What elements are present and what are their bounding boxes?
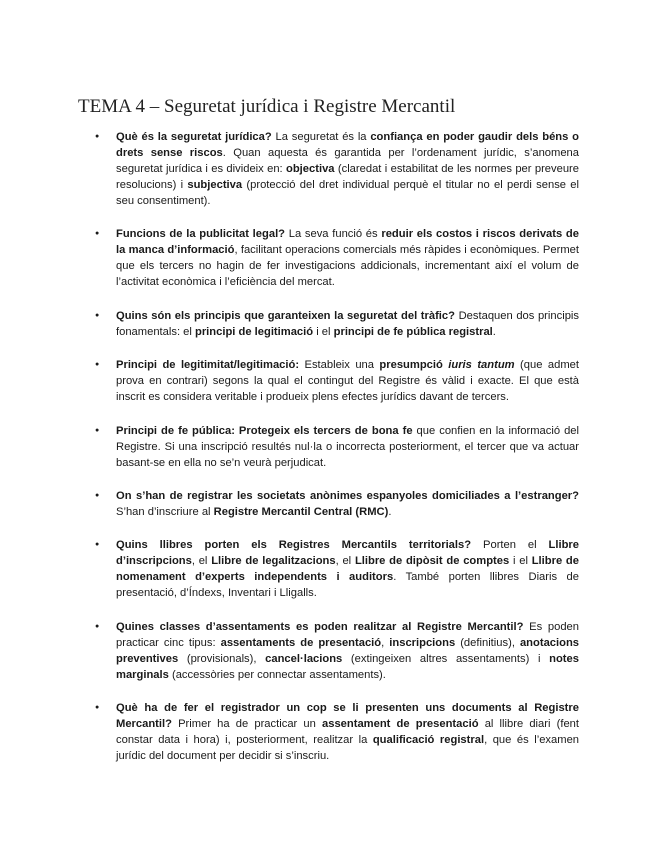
question-text: Què ha de fer el registrador un cop se li presenten uns documents al Registre Mercantil?	[116, 702, 579, 731]
highlight-text: Registre Mercantil Central (RMC)	[213, 505, 389, 518]
list-item-seguretat-juridica	[116, 129, 579, 209]
answer-text: (provisionals),	[178, 652, 266, 665]
highlight-text: anotacions preventives	[116, 636, 580, 665]
highlight-text: confiança en poder gaudir dels béns o drets sense riscos	[116, 131, 579, 159]
question-text: Principi de legitimitat/legitimació:	[116, 359, 300, 372]
answer-text: (definitius),	[455, 636, 520, 649]
answer-text: , el	[335, 555, 355, 568]
list-item-llibres	[116, 537, 579, 601]
answer-text: La seva funció és	[285, 228, 382, 241]
document-title: TEMA 4 – Seguretat jurídica i Registre Mercantil	[78, 96, 456, 117]
answer-text: S’han d’inscriure al	[116, 505, 214, 518]
highlight-text: inscripcions	[389, 636, 456, 649]
question-text: Quins són els principis que garanteixen la seguretat del tràfic?	[116, 309, 455, 322]
answer-text: (claredat i estabilitat de les normes per preveure resolucions) i	[116, 163, 580, 191]
answer-text: Estableix una	[299, 359, 380, 372]
answer-text: Destaquen dos principis fonamentals: el	[116, 309, 579, 338]
highlight-text: assentament de presentació	[322, 718, 479, 731]
list-item-fe-publica	[116, 423, 579, 471]
list-item-societats-estranger	[116, 488, 579, 520]
answer-text: Porten el	[471, 539, 549, 552]
highlight-text: cancel·lacions	[265, 652, 343, 665]
highlight-text: Llibre de nomenament d’experts independents i auditors	[116, 555, 579, 584]
highlight-text: Llibre de dipòsit de comptes	[354, 555, 510, 568]
list-item-principis	[116, 308, 579, 340]
highlight-text: qualificació registral	[372, 734, 485, 747]
answer-text: , facilitant operacions comercials més ràpides i econòmiques. Permet que els tercers no hagin de fer investigacions addicionals, incrementant així el volum de l’activitat econòmica i l’eficiència del mercat.	[116, 244, 579, 289]
answer-text: Es poden practicar cinc tipus:	[116, 620, 579, 649]
answer-text: .	[388, 505, 392, 518]
answer-text: ,	[381, 636, 390, 649]
list-item-assentaments	[116, 619, 579, 683]
answer-text: . Quan aquesta és garantida per l’ordenament jurídic, s’anomena seguretat jurídica i es divideix en:	[116, 147, 579, 175]
question-text: Funcions de la publicitat legal?	[116, 228, 286, 241]
answer-text: i el	[313, 325, 334, 338]
highlight-text: subjectiva	[187, 179, 243, 191]
answer-text: . També porten llibres Diaris de presentació, d’Índexs, Inventari i Lligalls.	[116, 571, 579, 600]
answer-text: (accessòries per connectar assentaments).	[168, 668, 386, 681]
answer-text: .	[492, 325, 496, 338]
question-text: On s’han de registrar les societats anònimes espanyoles domiciliades a l’estranger?	[116, 489, 579, 502]
highlight-text: objectiva	[286, 163, 335, 175]
question-text: Quines classes d’assentaments es poden realitzar al Registre Mercantil?	[116, 620, 524, 633]
answer-text: , el	[191, 555, 212, 568]
highlight-text: principi de fe pública registral	[333, 325, 493, 338]
latin-term: iuris tantum	[448, 359, 515, 372]
answer-text: , que és l’examen jurídic del document per decidir si s’inscriu.	[116, 734, 580, 763]
question-list	[116, 129, 579, 782]
answer-text: al llibre diari (fent constar data i hora) i, posteriorment, realitzar la	[116, 718, 579, 747]
highlight-text: presumpció	[379, 359, 449, 372]
answer-text: i el	[509, 555, 532, 568]
highlight-text: Llibre d’inscripcions	[116, 539, 579, 568]
question-text: Què és la seguretat jurídica?	[116, 131, 272, 143]
question-text: Quins llibres porten els Registres Mercantils territorials?	[116, 539, 472, 552]
answer-text: (protecció del dret individual perquè el titular no el perdi sense el seu consentiment).	[116, 179, 579, 207]
list-item-registrador	[116, 700, 579, 764]
highlight-text: assentaments de presentació	[220, 636, 382, 649]
highlight-text: reduir els costos i riscos derivats de la manca d’informació	[116, 228, 579, 257]
answer-text: que confien en la informació del Registre. Si una inscripció resultés nul·la o incorrecta posteriorment, el tercer que va actuar basant-se en ella no se’n veurà perjudicat.	[116, 424, 579, 469]
answer-text: La seguretat és la	[271, 131, 371, 143]
highlight-text: Llibre de legalitzacions	[211, 555, 336, 568]
list-item-legitimacio	[116, 357, 579, 405]
answer-text: (extingeixen altres assentaments) i	[342, 652, 550, 665]
highlight-text: principi de legitimació	[194, 325, 314, 338]
question-text: Principi de fe pública: Protegeix els tercers de bona fe	[116, 424, 413, 437]
highlight-text: notes marginals	[116, 652, 579, 681]
answer-text: Primer ha de practicar un	[171, 718, 322, 731]
list-item-publicitat-legal	[116, 226, 579, 290]
answer-text: (que admet prova en contrari) segons la qual el contingut del Registre és vàlid i exacte. El que està inscrit es considera veritable i produeix plens efectes jurídics davant de tercers.	[116, 359, 579, 404]
